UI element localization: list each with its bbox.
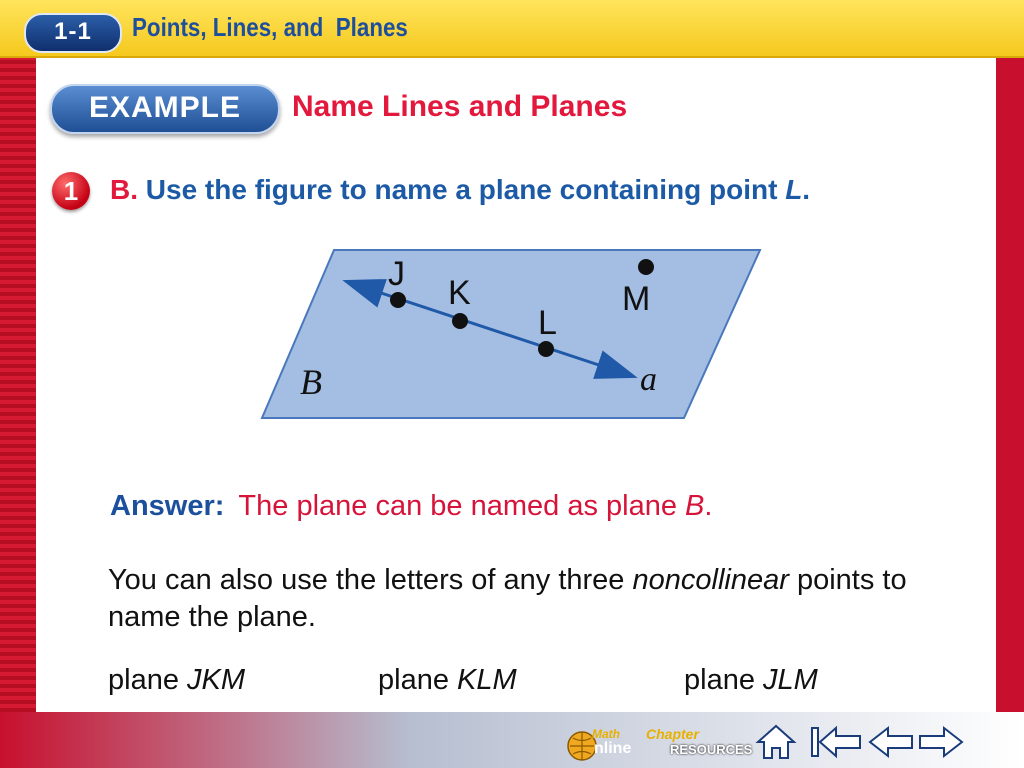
first-slide-icon[interactable] bbox=[808, 722, 864, 762]
step-number-badge: 1 bbox=[52, 172, 90, 210]
note-emphasis: noncollinear bbox=[632, 564, 789, 596]
note-before: You can also use the letters of any three bbox=[108, 564, 633, 596]
question-point: L bbox=[785, 174, 803, 205]
lesson-title: Points, Lines, and Planes bbox=[132, 12, 408, 42]
math-online-top: Math bbox=[592, 727, 620, 741]
chapter-resources-button[interactable] bbox=[646, 726, 753, 762]
question-end: . bbox=[802, 174, 811, 205]
plane-name: JLM bbox=[763, 664, 818, 696]
plane-name: JKM bbox=[187, 664, 246, 696]
example-title: Name Lines and Planes bbox=[292, 90, 628, 123]
label-k: K bbox=[448, 274, 471, 312]
plane-jlm bbox=[684, 664, 818, 697]
chapter-bottom: RESOURCES bbox=[670, 742, 753, 757]
answer-label: Answer: bbox=[110, 490, 225, 522]
point-m bbox=[638, 259, 654, 275]
plane-prefix: plane bbox=[684, 664, 764, 696]
left-frame bbox=[0, 0, 36, 768]
line-label: a bbox=[640, 361, 657, 398]
plane-prefix: plane bbox=[108, 664, 188, 696]
note-text bbox=[108, 562, 948, 636]
answer-end: . bbox=[704, 490, 713, 522]
math-online-button[interactable] bbox=[564, 726, 636, 764]
right-frame bbox=[996, 0, 1024, 768]
question-text: Use the figure to name a plane containing point bbox=[145, 174, 786, 205]
example-badge: EXAMPLE bbox=[50, 84, 280, 134]
label-m: M bbox=[622, 280, 651, 318]
header-bar bbox=[0, 0, 1024, 58]
plane-label: B bbox=[300, 362, 322, 402]
plane-prefix: plane bbox=[378, 664, 458, 696]
point-l bbox=[538, 341, 554, 357]
plane-jkm bbox=[108, 664, 245, 697]
home-icon[interactable] bbox=[754, 722, 798, 762]
lesson-number-badge: 1-1 bbox=[24, 13, 122, 53]
plane-shape bbox=[262, 250, 760, 418]
point-j bbox=[390, 292, 406, 308]
note-after: points to name the plane. bbox=[108, 564, 907, 633]
plane-klm bbox=[378, 664, 517, 697]
math-online-bottom: nline bbox=[594, 740, 632, 757]
next-slide-icon[interactable] bbox=[918, 722, 964, 762]
question bbox=[110, 174, 810, 206]
answer-plane: B bbox=[685, 490, 705, 522]
previous-slide-icon[interactable] bbox=[868, 722, 914, 762]
point-k bbox=[452, 313, 468, 329]
answer-text: The plane can be named as plane bbox=[238, 490, 686, 522]
plane-figure bbox=[250, 240, 780, 430]
label-j: J bbox=[388, 255, 405, 293]
part-label: B. bbox=[110, 174, 138, 205]
answer bbox=[110, 490, 712, 523]
label-l: L bbox=[538, 304, 557, 342]
plane-name: KLM bbox=[457, 664, 517, 696]
chapter-top: Chapter bbox=[646, 726, 699, 742]
